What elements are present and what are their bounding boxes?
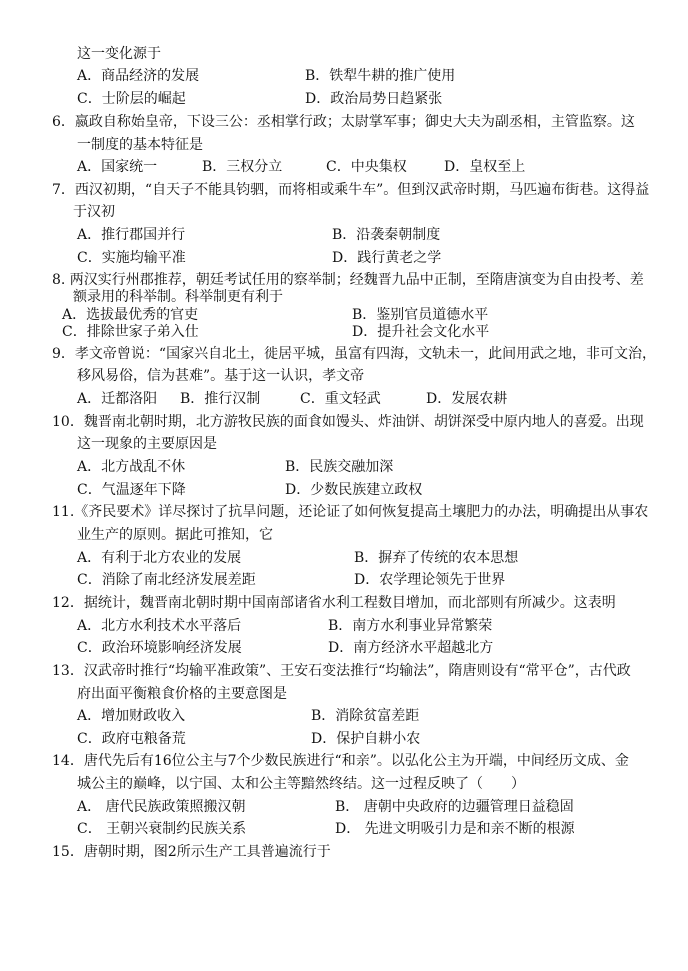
- q10-stem-line2: 这一现象的主要原因是: [77, 436, 217, 452]
- q5-stem-tail: 这一变化源于: [77, 46, 161, 62]
- q13-option-b: B．消除贫富差距: [311, 708, 420, 724]
- q6-option-d: D．皇权至上: [444, 159, 526, 175]
- q12-option-a: A．北方水利技术水平落后: [77, 618, 242, 634]
- q10-option-b: B．民族交融加深: [285, 459, 394, 475]
- q10-option-a: A．北方战乱不休: [77, 459, 186, 475]
- q8-option-b: B．鉴别官员道德水平: [352, 307, 489, 323]
- q15-stem-line1: 15．唐朝时期，图2所示生产工具普遍流行于: [52, 844, 331, 860]
- q5-option-d: D．政治局势日趋紧张: [305, 91, 443, 107]
- q6-stem-line2: 一制度的基本特征是: [77, 137, 203, 153]
- q13-stem-line2: 府出面平衡粮食价格的主要意图是: [77, 686, 287, 702]
- q12-option-b: B．南方水利事业异常繁荣: [328, 618, 493, 634]
- q12-stem-line1: 12．据统计，魏晋南北朝时期中国南部诸省水利工程数目增加，而北部则有所减少。这表明: [52, 595, 616, 611]
- q11-option-c: C．消除了南北经济发展差距: [77, 572, 256, 588]
- q10-stem-line1: 10．魏晋南北朝时期，北方游牧民族的面食如馒头、炸油饼、胡饼深受中原内地人的喜爱。出现: [52, 414, 644, 430]
- q13-option-d: D．保护自耕小农: [311, 731, 421, 747]
- q13-stem-line1: 13．汉武帝时推行“均输平准政策”、王安石变法推行“均输法”，隋唐则设有“常平仓”，古代政: [52, 663, 631, 679]
- q6-option-a: A．国家统一: [77, 159, 158, 175]
- q14-option-c: C． 王朝兴衰制约民族关系: [77, 821, 247, 837]
- q8-option-d: D．提升社会文化水平: [352, 324, 490, 340]
- q11-option-d: D．农学理论领先于世界: [354, 572, 506, 588]
- q7-stem-line1: 7．西汉初期，“自天子不能具钧驷，而将相或乘牛车”。但到汉武帝时期，马匹遍布街巷。这得益: [52, 182, 650, 198]
- q9-option-c: C．重文轻武: [300, 391, 381, 407]
- q9-stem-line1: 9．孝文帝曾说：“国家兴自北土，徙居平城，虽富有四海，文轨未一，此间用武之地，非可文治，: [52, 346, 657, 362]
- q14-option-a: A． 唐代民族政策照搬汉朝: [77, 799, 246, 815]
- q6-option-b: B．三权分立: [202, 159, 283, 175]
- q9-option-a: A．迁都洛阳: [77, 391, 158, 407]
- q14-option-d: D． 先进文明吸引力是和亲不断的根源: [335, 821, 575, 837]
- q9-stem-line2: 移风易俗，信为甚难”。基于这一认识，孝文帝: [77, 368, 365, 384]
- q5-option-b: B．铁犁牛耕的推广使用: [305, 68, 456, 84]
- q7-option-b: B．沿袭秦朝制度: [332, 227, 441, 243]
- q8-stem-line2: 额录用的科举制。科举制更有利于: [73, 289, 283, 305]
- q8-option-c: C．排除世家子弟入仕: [62, 324, 199, 340]
- q14-option-b: B． 唐朝中央政府的边疆管理日益稳固: [335, 799, 574, 815]
- q14-stem-line1: 14．唐代先后有16位公主与7个少数民族进行“和亲”。以弘化公主为开端，中间经历文成、金: [52, 753, 629, 769]
- q14-stem-line2: 城公主的巅峰，以宁国、太和公主等黯然终结。这一过程反映了（ ）: [77, 776, 525, 792]
- q7-option-d: D．践行黄老之学: [332, 250, 442, 266]
- q9-option-b: B．推行汉制: [180, 391, 261, 407]
- q5-option-a: A．商品经济的发展: [77, 68, 200, 84]
- q11-option-a: A．有利于北方农业的发展: [77, 550, 242, 566]
- q11-stem-line2: 业生产的原则。据此可推知，它: [77, 527, 273, 543]
- q11-stem-line1: 11.《齐民要术》详尽探讨了抗旱问题，还论证了如何恢复提高土壤肥力的办法，明确提出从事农: [52, 504, 649, 520]
- q7-option-c: C．实施均输平准: [77, 250, 186, 266]
- q13-option-c: C．政府屯粮备荒: [77, 731, 186, 747]
- q9-option-d: D．发展农耕: [426, 391, 508, 407]
- q6-option-c: C．中央集权: [326, 159, 407, 175]
- q6-stem-line1: 6．嬴政自称始皇帝，下设三公：丞相掌行政；太尉掌军事；御史大夫为副丞相，主管监察。这: [52, 114, 635, 130]
- q8-option-a: A．选拔最优秀的官吏: [62, 307, 199, 323]
- q7-option-a: A．推行郡国并行: [77, 227, 186, 243]
- q12-option-d: D．南方经济水平超越北方: [328, 640, 494, 656]
- q5-option-c: C．士阶层的崛起: [77, 91, 186, 107]
- q7-stem-line2: 于汉初: [73, 204, 115, 220]
- q13-option-a: A．增加财政收入: [77, 708, 186, 724]
- q12-option-c: C．政治环境影响经济发展: [77, 640, 242, 656]
- q11-option-b: B．摒弃了传统的农本思想: [354, 550, 519, 566]
- q10-option-d: D．少数民族建立政权: [285, 482, 423, 498]
- q8-stem-line1: 8. 两汉实行州郡推荐，朝廷考试任用的察举制；经魏晋九品中正制，至隋唐演变为自由投考、差: [52, 272, 644, 288]
- q10-option-c: C．气温逐年下降: [77, 482, 186, 498]
